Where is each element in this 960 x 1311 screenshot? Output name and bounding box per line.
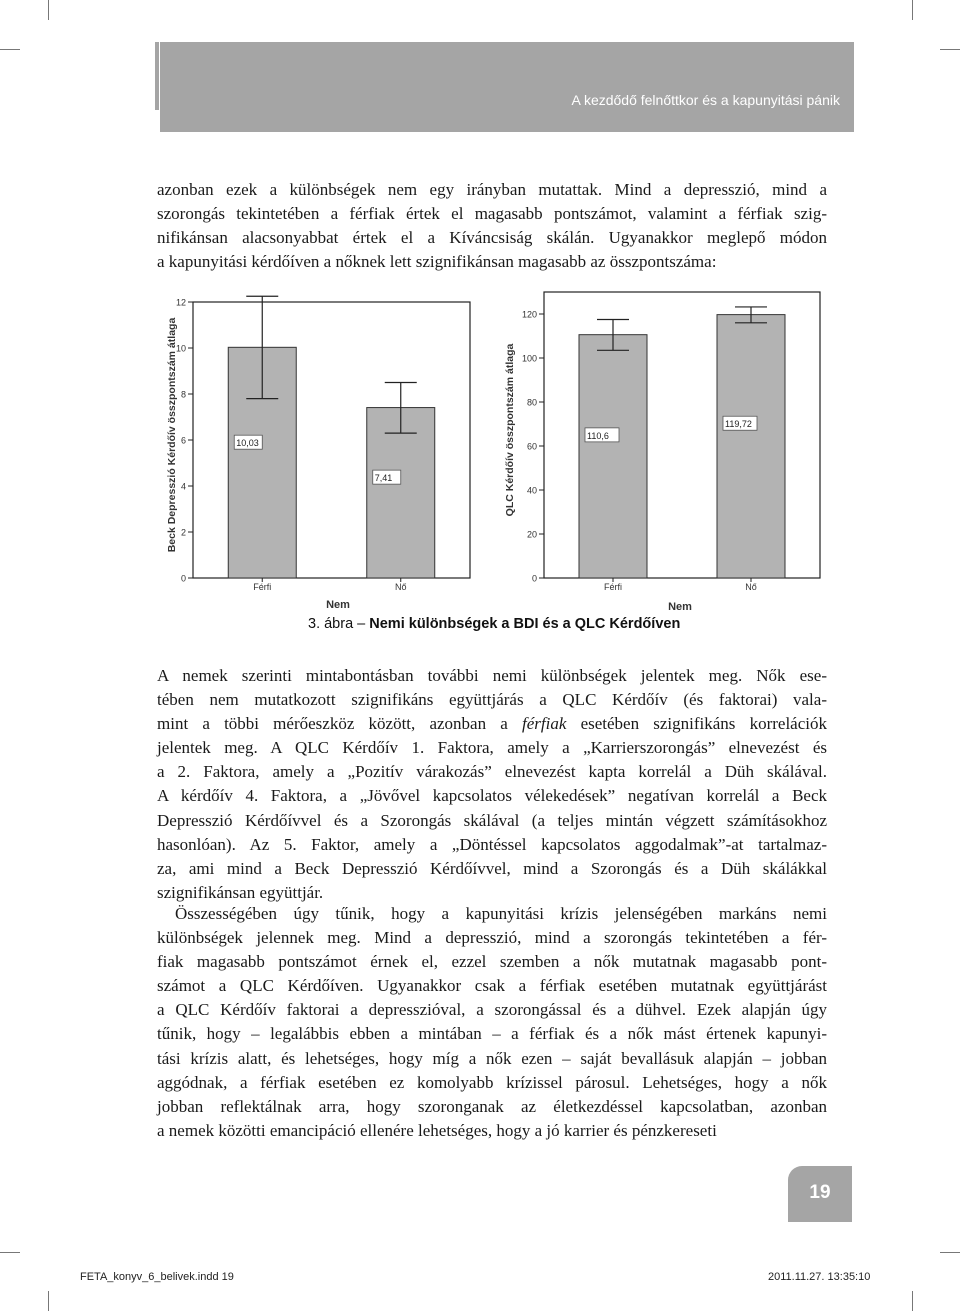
crop-mark bbox=[912, 0, 913, 20]
slug-file: FETA_konyv_6_belivek.indd 19 bbox=[80, 1271, 234, 1283]
y-tick-label: 12 bbox=[175, 297, 186, 308]
x-axis-label: Nem bbox=[326, 599, 350, 611]
y-tick-label: 120 bbox=[521, 309, 537, 320]
crop-mark bbox=[0, 49, 20, 50]
value-label: 119,72 bbox=[725, 419, 752, 430]
intro-paragraph bbox=[157, 178, 827, 274]
text-line: nifikánsan alacsonyabbat értek el a Kíváncsiság skálán. Ugyanakkor meglepő módon bbox=[157, 228, 827, 248]
text-line: tási krízis alatt, és lehetséges, hogy míg a nők ezen – saját bevallásuk alapján – jobban bbox=[157, 1048, 827, 1068]
y-tick-label: 2 bbox=[180, 527, 186, 538]
text-line: szignifikánsan együttjár. bbox=[157, 882, 324, 902]
text-line: A kérdőív 4. Faktora, a „Jövővel kapcsolatos vélekedések” negatívan korrelál a Beck bbox=[157, 786, 827, 806]
body-paragraph-2 bbox=[157, 902, 827, 1143]
bar bbox=[717, 315, 785, 578]
chart-bdi bbox=[160, 290, 490, 615]
y-tick-label: 10 bbox=[175, 343, 186, 354]
text-line: a QLC Kérdőív faktorai a depresszióval, a szorongással és a dühvel. Ezek alapján úgy bbox=[157, 1000, 827, 1020]
y-tick-label: 4 bbox=[180, 481, 186, 492]
text-line: a 2. Faktora, amely a „Pozitív várakozás” elnevezést kapta korrelál a Düh skálával. bbox=[157, 762, 827, 782]
text-line: hasonlóan). Az 5. Faktor, amely a „Döntéssel kapcsolatos aggodalmak”-at tartalmaz- bbox=[157, 834, 827, 854]
x-tick-label: Nő bbox=[745, 582, 757, 592]
value-label: 7,41 bbox=[374, 473, 393, 484]
text-line: za, ami mind a Beck Depresszió Kérdőívvel, mind a Szorongás és a Düh skálákkal bbox=[157, 858, 827, 878]
value-label: 10,03 bbox=[236, 438, 259, 449]
value-label: 110,6 bbox=[587, 430, 609, 441]
crop-mark bbox=[912, 1291, 913, 1311]
y-tick-label: 20 bbox=[526, 529, 537, 540]
x-tick-label: Nő bbox=[394, 582, 407, 592]
y-tick-label: 40 bbox=[526, 485, 537, 496]
figure-caption bbox=[308, 616, 680, 632]
text-line: a kapunyitási kérdőíven a nőknek lett szignifikánsan magasabb az összpontszáma: bbox=[157, 252, 717, 272]
text-line: fiak magasabb pontszámot érnek el, ezzel szemben a nők mutatnak magasabb pont- bbox=[157, 952, 827, 972]
crop-mark bbox=[48, 0, 49, 20]
x-tick-label: Férfi bbox=[253, 582, 272, 592]
text-line: tében nem mutatkozott szignifikáns együttjárás a QLC Kérdőív (és faktorai) vala- bbox=[157, 690, 827, 710]
text-line: különbségek jelennek meg. Mind a depresszió, mind a szorongás tekintetében a fér- bbox=[157, 928, 827, 948]
y-tick-label: 60 bbox=[526, 441, 537, 452]
chart-qlc bbox=[496, 282, 830, 612]
text-line: szorongás tekintetében a férfiak értek el magasabb pontszámot, valamint a férfiak szig- bbox=[157, 204, 827, 224]
text-line: jelentek meg. A QLC Kérdőív 1. Faktora, amely a „Karrierszorongás” elnevezést és bbox=[157, 738, 827, 758]
y-tick-label: 100 bbox=[521, 353, 537, 364]
text-line: Összességében úgy tűnik, hogy a kapunyitási krízis jelenségében markáns nemi bbox=[175, 904, 827, 923]
text-line: jobban reflektálnak arra, hogy szoronganak az életkezdéssel kapcsolatban, azonban bbox=[157, 1096, 827, 1116]
slug-date: 2011.11.27. 13:35:10 bbox=[768, 1271, 871, 1283]
caption-title: Nemi különbségek a BDI és a QLC Kérdőíven bbox=[369, 616, 681, 632]
y-tick-label: 6 bbox=[180, 435, 186, 446]
text-line: azonban ezek a különbségek nem egy irányban mutattak. Mind a depresszió, mind a bbox=[157, 180, 827, 199]
bar bbox=[579, 335, 647, 578]
y-tick-label: 8 bbox=[180, 389, 186, 400]
x-tick-label: Férfi bbox=[604, 582, 622, 592]
page-number: 19 bbox=[809, 1182, 831, 1203]
y-tick-label: 80 bbox=[526, 397, 537, 408]
body-paragraph-1 bbox=[157, 664, 827, 905]
y-tick-label: 0 bbox=[180, 573, 186, 584]
text-line: aggódnak, a férfiak esetében ez komolyabb krízissel párosul. Lehetséges, hogy a nők bbox=[157, 1072, 827, 1092]
y-axis-label: Beck Depresszió Kérdőív összpontszám átlaga bbox=[166, 317, 178, 553]
text-line: a nemek közötti emancipáció ellenére lehetséges, hogy a jó karrier és pénzkereseti bbox=[157, 1120, 717, 1140]
x-axis-label: Nem bbox=[668, 601, 692, 612]
crop-mark bbox=[0, 1252, 20, 1253]
running-head: A kezdődő felnőttkor és a kapunyitási pánik bbox=[571, 92, 840, 108]
text-line: mint a többi mérőeszköz között, azonban a férfiak esetében szignifikáns korrelációk bbox=[157, 714, 827, 734]
text-line: Depresszió Kérdőívvel és a Szorongás skálával (a teljes mintán végzett számításokhoz bbox=[157, 810, 827, 830]
crop-mark bbox=[940, 49, 960, 50]
text-line: tűnik, hogy – legalábbis ebben a mintában – a férfiak és a nők mást értenek kapunyi- bbox=[157, 1024, 827, 1044]
y-axis-label: QLC Kérdőív összpontszám átlaga bbox=[504, 343, 516, 517]
y-tick-label: 0 bbox=[531, 573, 537, 584]
crop-mark bbox=[48, 1291, 49, 1311]
text-line: A nemek szerinti mintabontásban további nemi különbségek jelentek meg. Nők ese- bbox=[157, 666, 827, 685]
header-rule bbox=[155, 42, 159, 110]
caption-prefix: 3. ábra – bbox=[308, 616, 370, 632]
text-line: számot a QLC Kérdőíven. Ugyanakkor csak a férfiak esetében mutatnak együttjárást bbox=[157, 976, 827, 996]
header-band bbox=[160, 42, 854, 132]
crop-mark bbox=[940, 1252, 960, 1253]
